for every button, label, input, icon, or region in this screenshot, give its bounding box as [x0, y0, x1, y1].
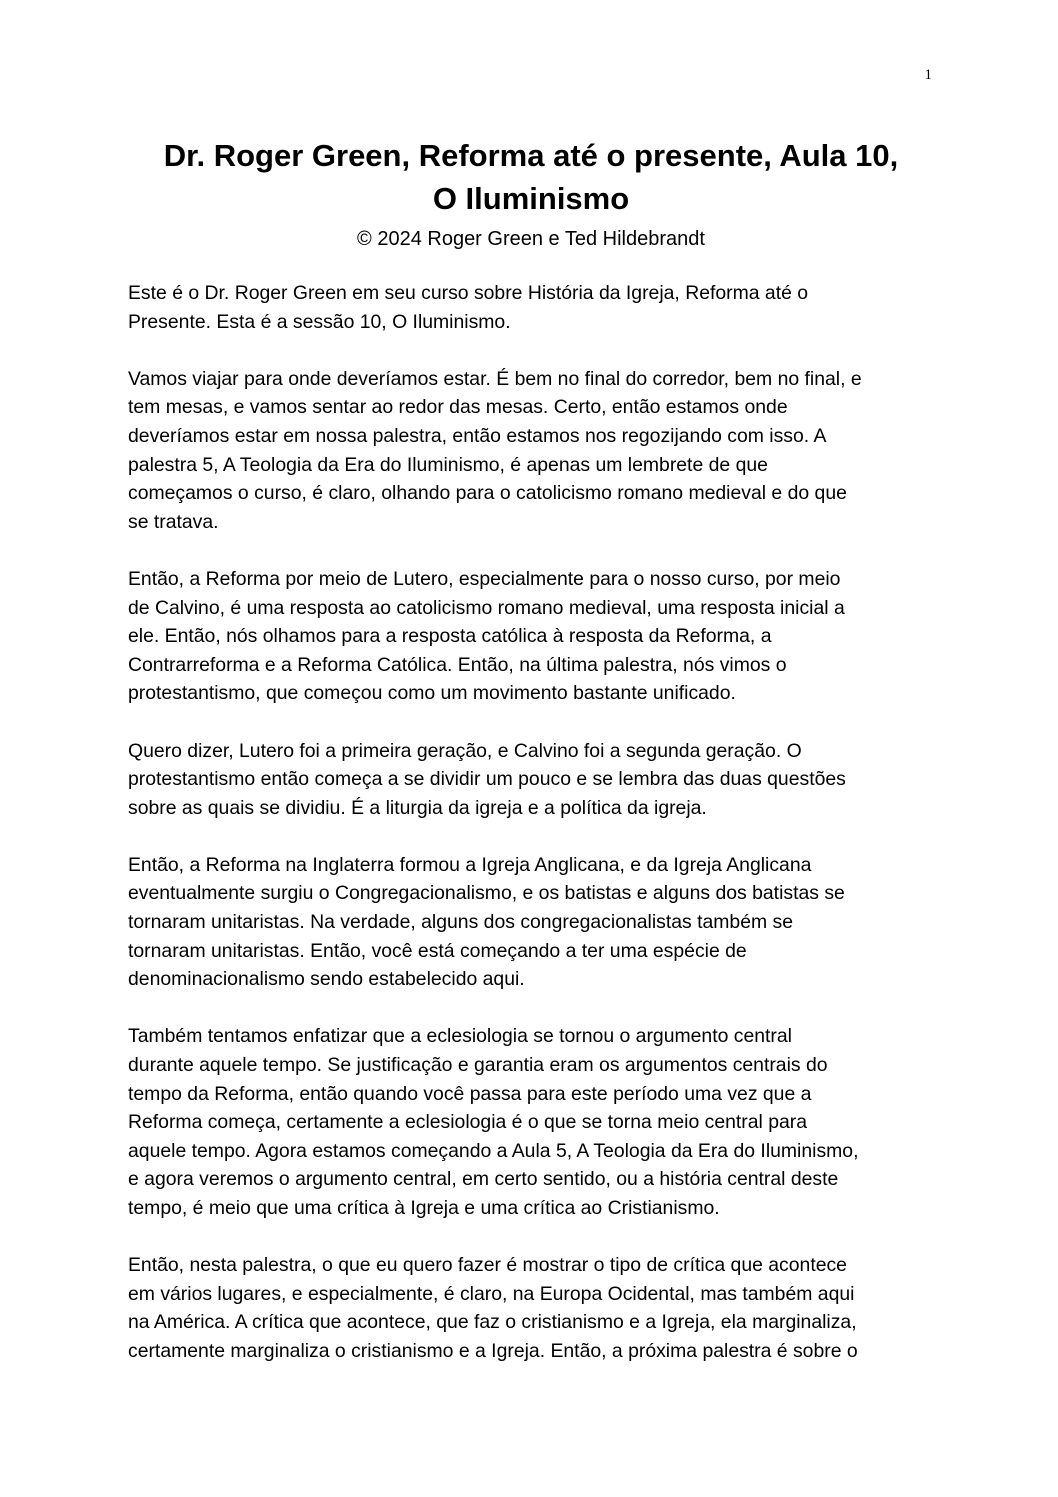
paragraph-line: Então, nesta palestra, o que eu quero fazer é mostrar o tipo de crítica que acontece — [128, 1254, 847, 1277]
page-number: 1 — [924, 67, 932, 83]
paragraph-line: Vamos viajar para onde deveríamos estar. É bem no final do corredor, bem no final, e — [128, 367, 862, 390]
paragraph-line: Também tentamos enfatizar que a eclesiologia se tornou o argumento central — [128, 1025, 792, 1048]
page-title-line-2: O Iluminismo — [432, 181, 630, 216]
paragraph-line: Presente. Esta é a sessão 10, O Iluminismo. — [128, 310, 511, 333]
paragraph-line: tornaram unitaristas. Então, você está começando a ter uma espécie de — [128, 939, 747, 962]
paragraph-line: Este é o Dr. Roger Green em seu curso sobre História da Igreja, Reforma até o — [128, 282, 809, 304]
paragraph-line: palestra 5, A Teologia da Era do Iluminismo, é apenas um lembrete de que — [128, 453, 768, 476]
paragraph-line: Então, a Reforma por meio de Lutero, especialmente para o nosso curso, por meio — [128, 567, 841, 590]
paragraph-line: Reforma começa, certamente a eclesiologia é o que se torna meio central para — [128, 1111, 808, 1134]
paragraph-6 — [128, 1022, 936, 1222]
paragraph-line: na América. A crítica que acontece, que faz o cristianismo e a Igreja, ela marginaliza, — [128, 1311, 857, 1334]
paragraph-line: eventualmente surgiu o Congregacionalismo, e os batistas e alguns dos batistas se — [128, 882, 845, 905]
paragraph-1 — [128, 279, 936, 336]
paragraph-line: protestantismo, que começou como um movimento bastante unificado. — [128, 682, 736, 705]
paragraph-line: protestantismo então começa a se dividir um pouco e se lembra das duas questões — [128, 768, 846, 791]
paragraph-line: Quero dizer, Lutero foi a primeira geração, e Calvino foi a segunda geração. O — [128, 739, 802, 762]
paragraph-2 — [128, 365, 936, 537]
paragraph-line: tornaram unitaristas. Na verdade, alguns dos congregacionalistas também se — [128, 911, 794, 934]
paragraph-line: certamente marginaliza o cristianismo e a Igreja. Então, a próxima palestra é sobre o — [128, 1339, 858, 1362]
paragraph-5 — [128, 851, 936, 994]
paragraph-4 — [128, 737, 936, 823]
paragraph-7 — [128, 1251, 936, 1365]
paragraph-line: Então, a Reforma na Inglaterra formou a Igreja Anglicana, e da Igreja Anglicana — [128, 853, 812, 876]
paragraph-line: denominacionalismo sendo estabelecido aqui. — [128, 968, 525, 991]
paragraph-line: se tratava. — [128, 510, 219, 533]
title-block — [128, 134, 934, 252]
paragraph-line: ele. Então, nós olhamos para a resposta católica à resposta da Reforma, a — [128, 625, 772, 648]
paragraph-line: tem mesas, e vamos sentar ao redor das mesas. Certo, então estamos onde — [128, 396, 788, 419]
paragraph-line: deveríamos estar em nossa palestra, então estamos nos regozijando com isso. A — [128, 424, 827, 447]
paragraph-3 — [128, 565, 936, 708]
page-title-line-1: Dr. Roger Green, Reforma até o presente, Aula 10, — [163, 138, 899, 173]
paragraph-line: tempo da Reforma, então quando você passa para este período uma vez que a — [128, 1082, 812, 1105]
paragraph-line: Contrarreforma e a Reforma Católica. Então, na última palestra, nós vimos o — [128, 653, 787, 676]
paragraph-line: tempo, é meio que uma crítica à Igreja e uma crítica ao Cristianismo. — [128, 1197, 720, 1219]
paragraph-line: aquele tempo. Agora estamos começando a Aula 5, A Teologia da Era do Iluminismo, — [128, 1139, 859, 1162]
paragraph-line: sobre as quais se dividiu. É a liturgia da igreja e a política da igreja. — [128, 796, 707, 819]
body-text — [128, 279, 936, 1394]
paragraph-line: em vários lugares, e especialmente, é claro, na Europa Ocidental, mas também aqui — [128, 1282, 855, 1305]
paragraph-line: durante aquele tempo. Se justificação e garantia eram os argumentos centrais do — [128, 1054, 828, 1077]
paragraph-line: de Calvino, é uma resposta ao catolicismo romano medieval, uma resposta inicial a — [128, 596, 845, 619]
copyright-notice: © 2024 Roger Green e Ted Hildebrandt — [357, 228, 705, 250]
paragraph-line: e agora veremos o argumento central, em certo sentido, ou a história central deste — [128, 1168, 839, 1191]
paragraph-line: começamos o curso, é claro, olhando para o catolicismo romano medieval e do que — [128, 482, 847, 505]
